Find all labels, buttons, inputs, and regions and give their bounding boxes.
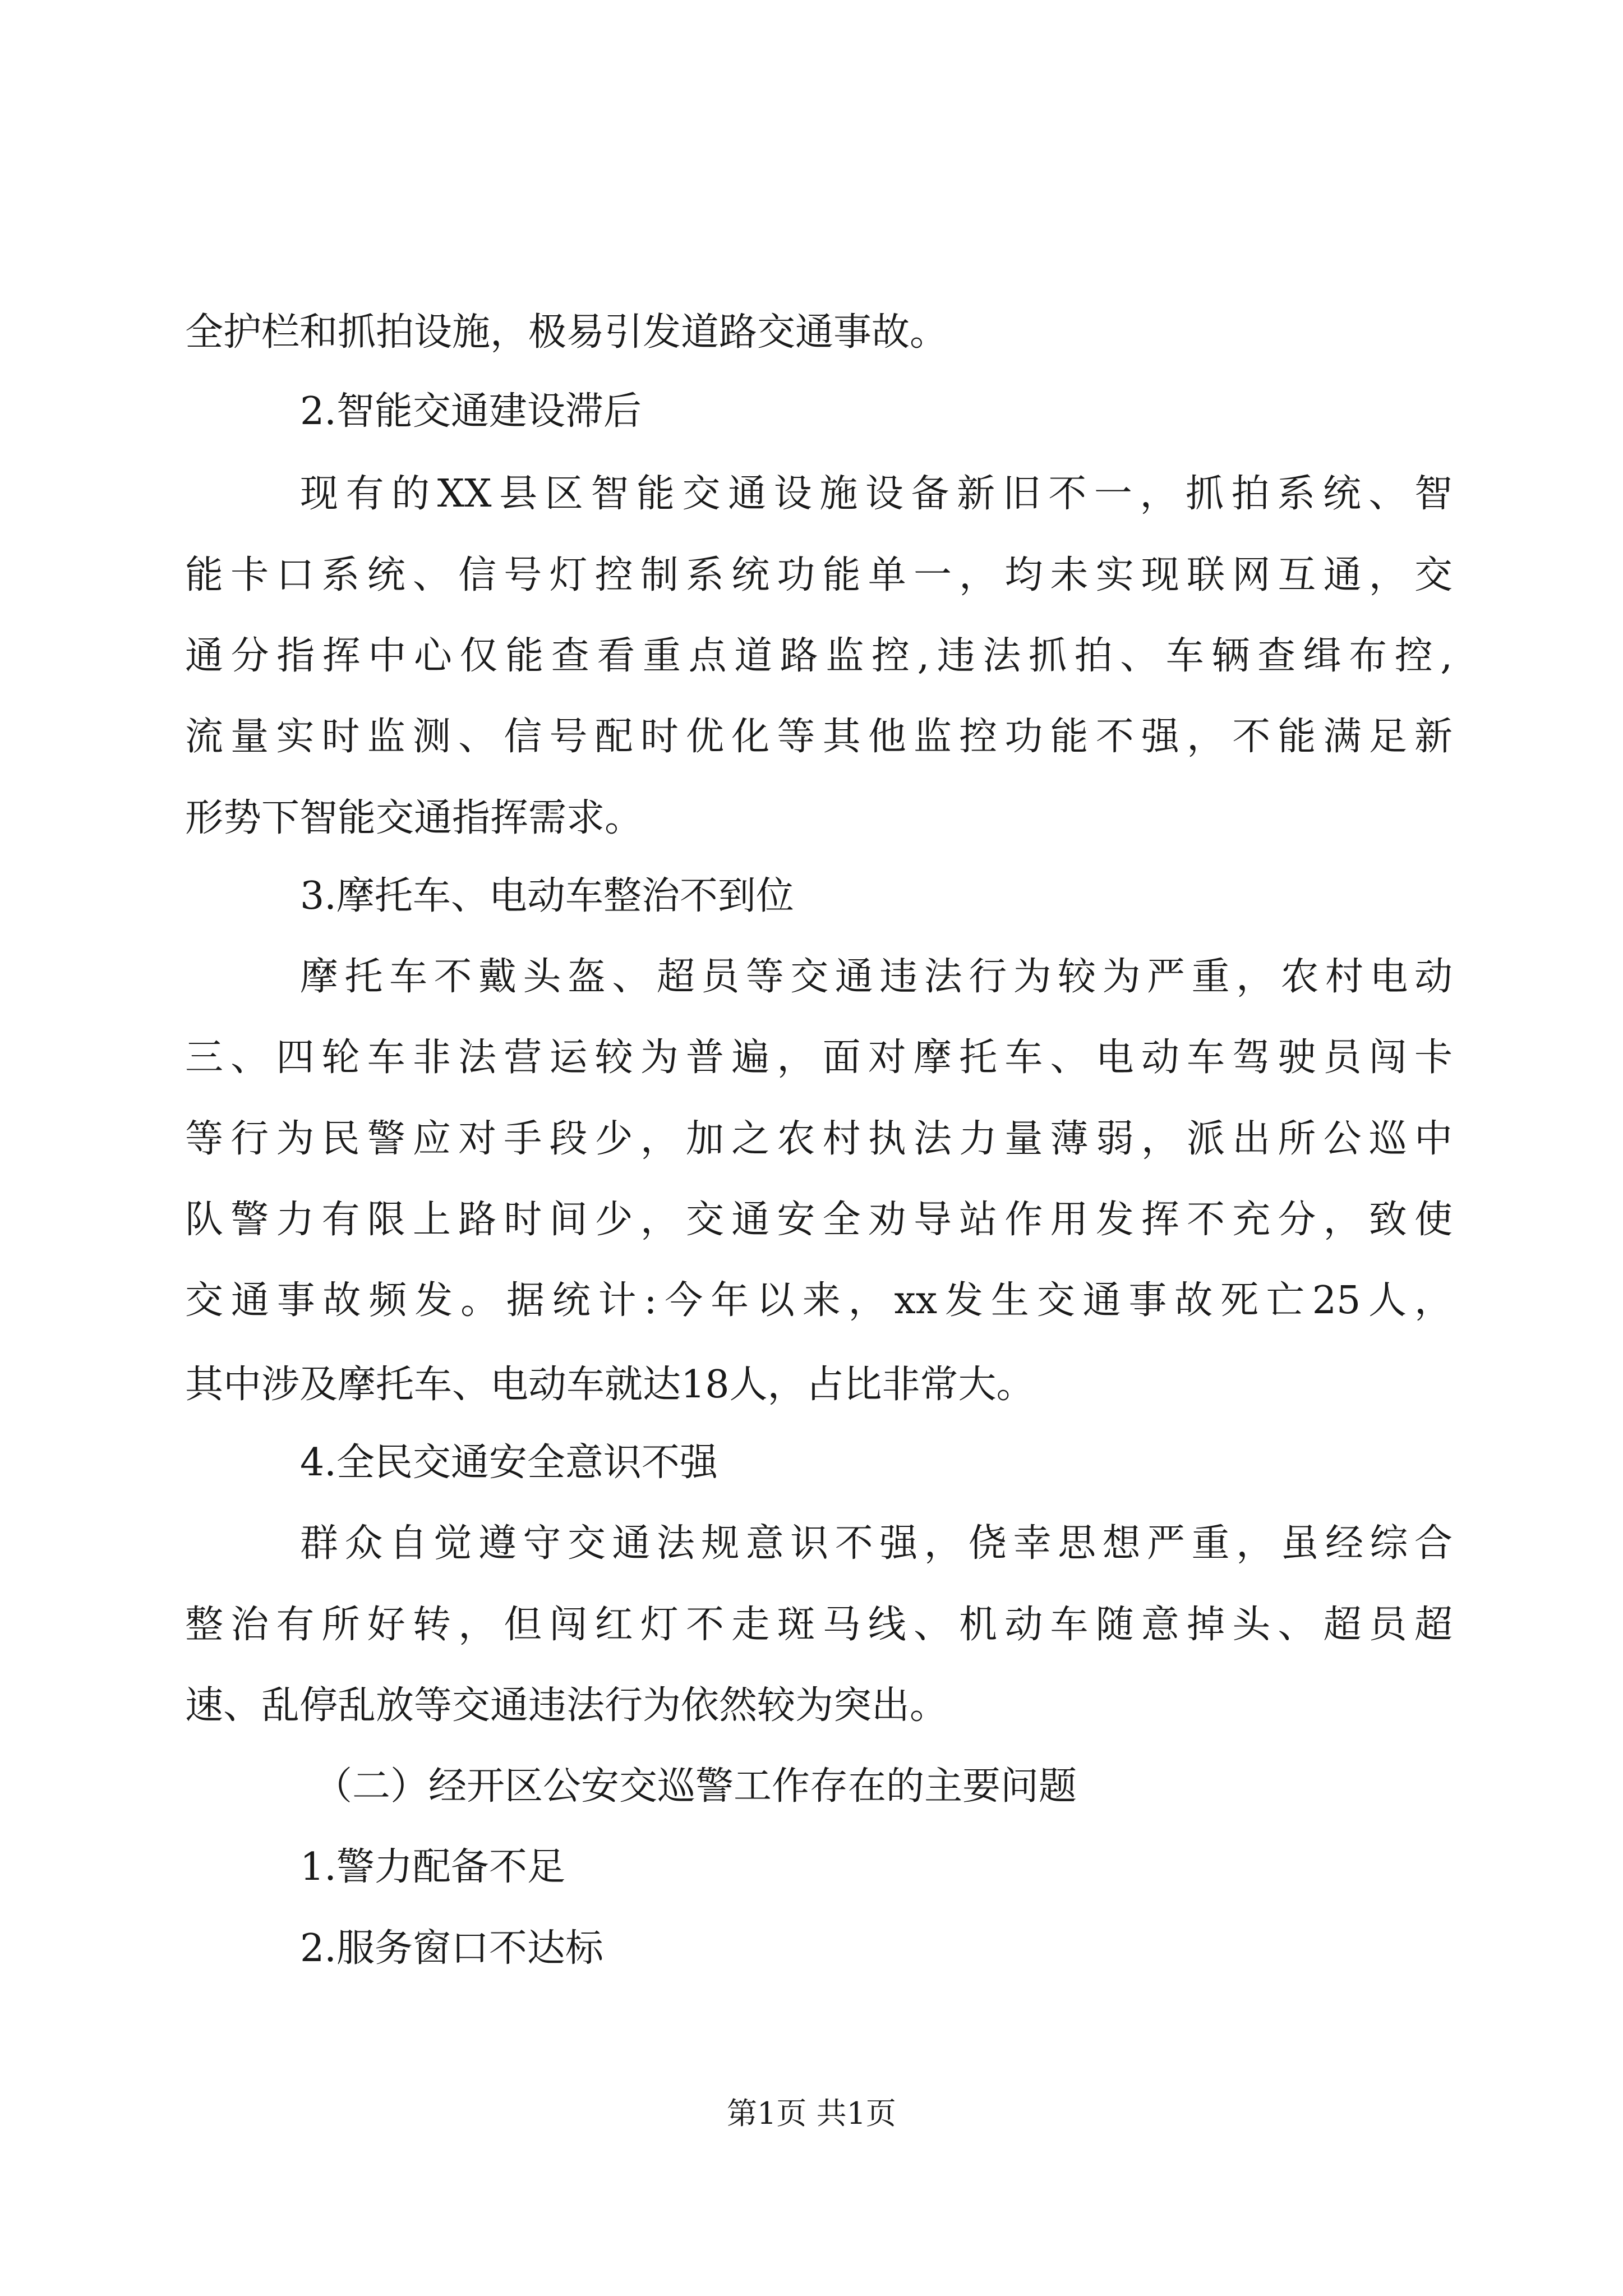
subheading: 1.警力配备不足 — [300, 1845, 565, 1889]
subheading: 4.全民交通安全意识不强 — [300, 1441, 718, 1485]
body-text-line: 形势下智能交通指挥需求。 — [185, 796, 643, 840]
subheading: 3.摩托车、电动车整治不到位 — [300, 874, 794, 918]
body-text-line: 等行为民警应对手段少，加之农村执法力量薄弱，派出所公巡中 — [185, 1117, 1453, 1161]
body-text-line: 群众自觉遵守交通法规意识不强，侥幸思想严重，虽经综合 — [300, 1521, 1453, 1566]
body-text-line: 能卡口系统、信号灯控制系统功能单一，均未实现联网互通，交 — [185, 553, 1453, 597]
body-text-line: 整治有所好转，但闯红灯不走斑马线、机动车随意掉头、超员超 — [185, 1603, 1453, 1647]
body-text-line: 队警力有限上路时间少，交通安全劝导站作用发挥不充分，致使 — [185, 1198, 1453, 1242]
body-text-line: 摩托车不戴头盔、超员等交通违法行为较为严重，农村电动 — [300, 955, 1453, 999]
body-text-line: 其中涉及摩托车、电动车就达18人，占比非常大。 — [185, 1363, 1035, 1407]
body-text-line: 速、乱停乱放等交通违法行为依然较为突出。 — [185, 1683, 948, 1728]
subheading: 2.服务窗口不达标 — [300, 1926, 603, 1971]
body-text-line: 交通事故频发。据统计:今年以来，xx发生交通事故死亡25人， — [185, 1278, 1453, 1323]
body-text-line: 全护栏和抓拍设施，极易引发道路交通事故。 — [185, 310, 948, 355]
section-heading: （二）经开区公安交巡警工作存在的主要问题 — [314, 1764, 1077, 1809]
page-footer: 第1页 共1页 — [727, 2096, 896, 2131]
subheading: 2.智能交通建设滞后 — [300, 389, 642, 434]
body-text-line: 通分指挥中心仅能查看重点道路监控,违法抓拍、车辆查缉布控, — [185, 634, 1453, 678]
body-text-line: 三、四轮车非法营运较为普遍，面对摩托车、电动车驾驶员闯卡 — [185, 1036, 1453, 1080]
body-text-line: 现有的XX县区智能交通设施设备新旧不一，抓拍系统、智 — [300, 472, 1453, 516]
body-text-line: 流量实时监测、信号配时优化等其他监控功能不强，不能满足新 — [185, 715, 1453, 759]
